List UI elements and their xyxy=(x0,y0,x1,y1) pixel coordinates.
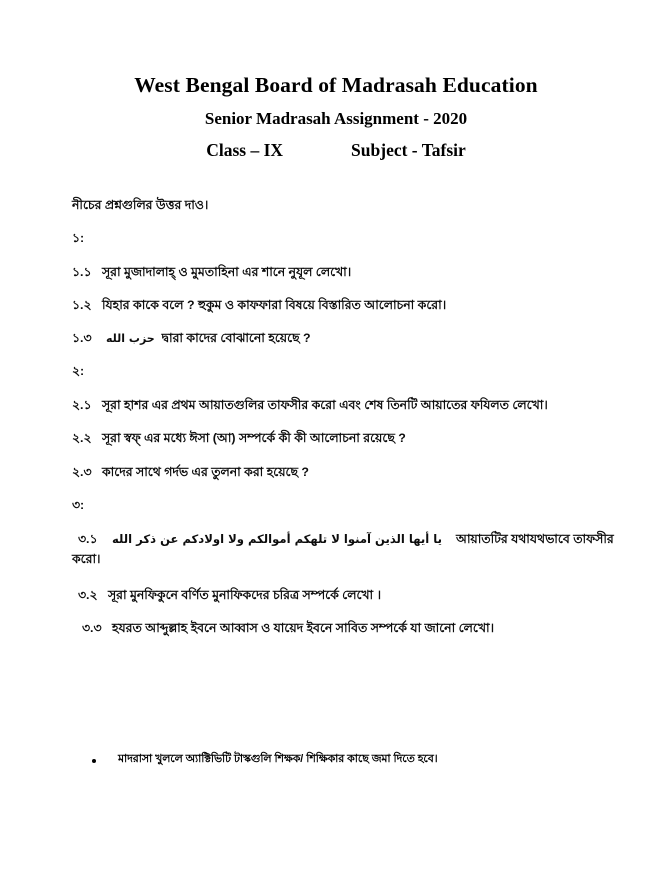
question-2-3-number: ২.৩ xyxy=(72,464,92,479)
subject-label: Subject - Tafsir xyxy=(351,140,466,161)
document-header xyxy=(0,0,672,161)
class-subject-row xyxy=(0,141,672,160)
question-1-2-number: ১.২ xyxy=(72,297,92,312)
section-number-3: ৩: xyxy=(72,497,85,512)
question-3-2-text: সূরা মুনফিকুনে বর্ণিত মুনাফিকদের চরিত্র সম্পর্কে লেখো । xyxy=(108,588,382,602)
question-1-2-text: যিহার কাকে বলে ? হুকুম ও কাফফারা বিষয়ে বিস্তারিত আলোচনা করো। xyxy=(102,297,447,312)
question-1-3-arabic-phrase: حزب الله xyxy=(106,332,155,346)
question-3-3-text: হযরত আব্দুল্লাহ ইবনে আব্বাস ও যায়েদ ইবনে সাবিত সম্পর্কে যা জানো লেখো। xyxy=(112,621,495,636)
section-number-2: ২: xyxy=(72,364,85,379)
question-3-1-number: ৩.১ xyxy=(78,531,98,546)
instruction-line: নীচের প্রশ্নগুলির উত্তর দাও। xyxy=(72,197,209,212)
class-label: Class – IX xyxy=(206,140,284,161)
question-2-2-text: সূরা স্বফ্ এর মধ্যে ঈসা (আ) সম্পর্কে কী কী আলোচনা রয়েছে ? xyxy=(102,431,406,446)
question-3-1-text: আয়াতটির যথাযথভাবে তাফসীর xyxy=(455,531,614,546)
question-1-2 xyxy=(72,297,632,314)
question-3-3-number: ৩.৩ xyxy=(82,621,102,636)
footer-note xyxy=(92,752,438,767)
bullet-icon xyxy=(92,759,96,763)
question-2-1 xyxy=(72,397,632,414)
question-2-2-number: ২.২ xyxy=(72,431,92,446)
question-2-3-text: কাদের সাথে গর্দভ এর তুলনা করা হয়েছে ? xyxy=(102,464,309,479)
question-2-2 xyxy=(72,430,632,447)
question-3-3 xyxy=(72,620,632,637)
question-1-1 xyxy=(72,264,632,281)
question-3-1 xyxy=(72,531,632,548)
question-2-3 xyxy=(72,464,632,481)
question-1-1-text: সূরা মুজাদালাহ্ ও মুমতাহিনা এর শানে নুযূল লেখো। xyxy=(102,264,352,279)
question-3-1-text-continued: করো। xyxy=(72,552,101,567)
question-3-2 xyxy=(72,587,632,604)
section-number-1: ১: xyxy=(72,230,85,245)
question-1-1-number: ১.১ xyxy=(72,264,92,279)
question-1-3-text: দ্বারা কাদের বোঝানো হয়েছে ? xyxy=(161,331,311,346)
question-2-1-text: সূরা হাশর এর প্রথম আয়াতগুলির তাফসীর করো এবং শেষ তিনটি আয়াতের ফযিলত লেখো। xyxy=(102,398,548,413)
assignment-title: Senior Madrasah Assignment - 2020 xyxy=(204,108,468,128)
question-3-2-number: ৩.২ xyxy=(78,588,98,602)
board-name-title: West Bengal Board of Madrasah Education xyxy=(134,73,538,97)
question-1-3 xyxy=(72,330,632,347)
question-paper-body xyxy=(0,197,672,637)
question-3-1-arabic-verse: يا أيها الذين آمنوا لا تلهكم أموالكم ولا اولادكم عن ذكر الله xyxy=(112,531,442,546)
footer-note-text: মাদরাসা খুললে অ্যাক্টিভিটি টাস্কগুলি শিক্ষক/ শিক্ষিকার কাছে জমা দিতে হবে। xyxy=(118,753,438,765)
question-1-3-number: ১.৩ xyxy=(72,331,92,346)
question-2-1-number: ২.১ xyxy=(72,398,92,413)
